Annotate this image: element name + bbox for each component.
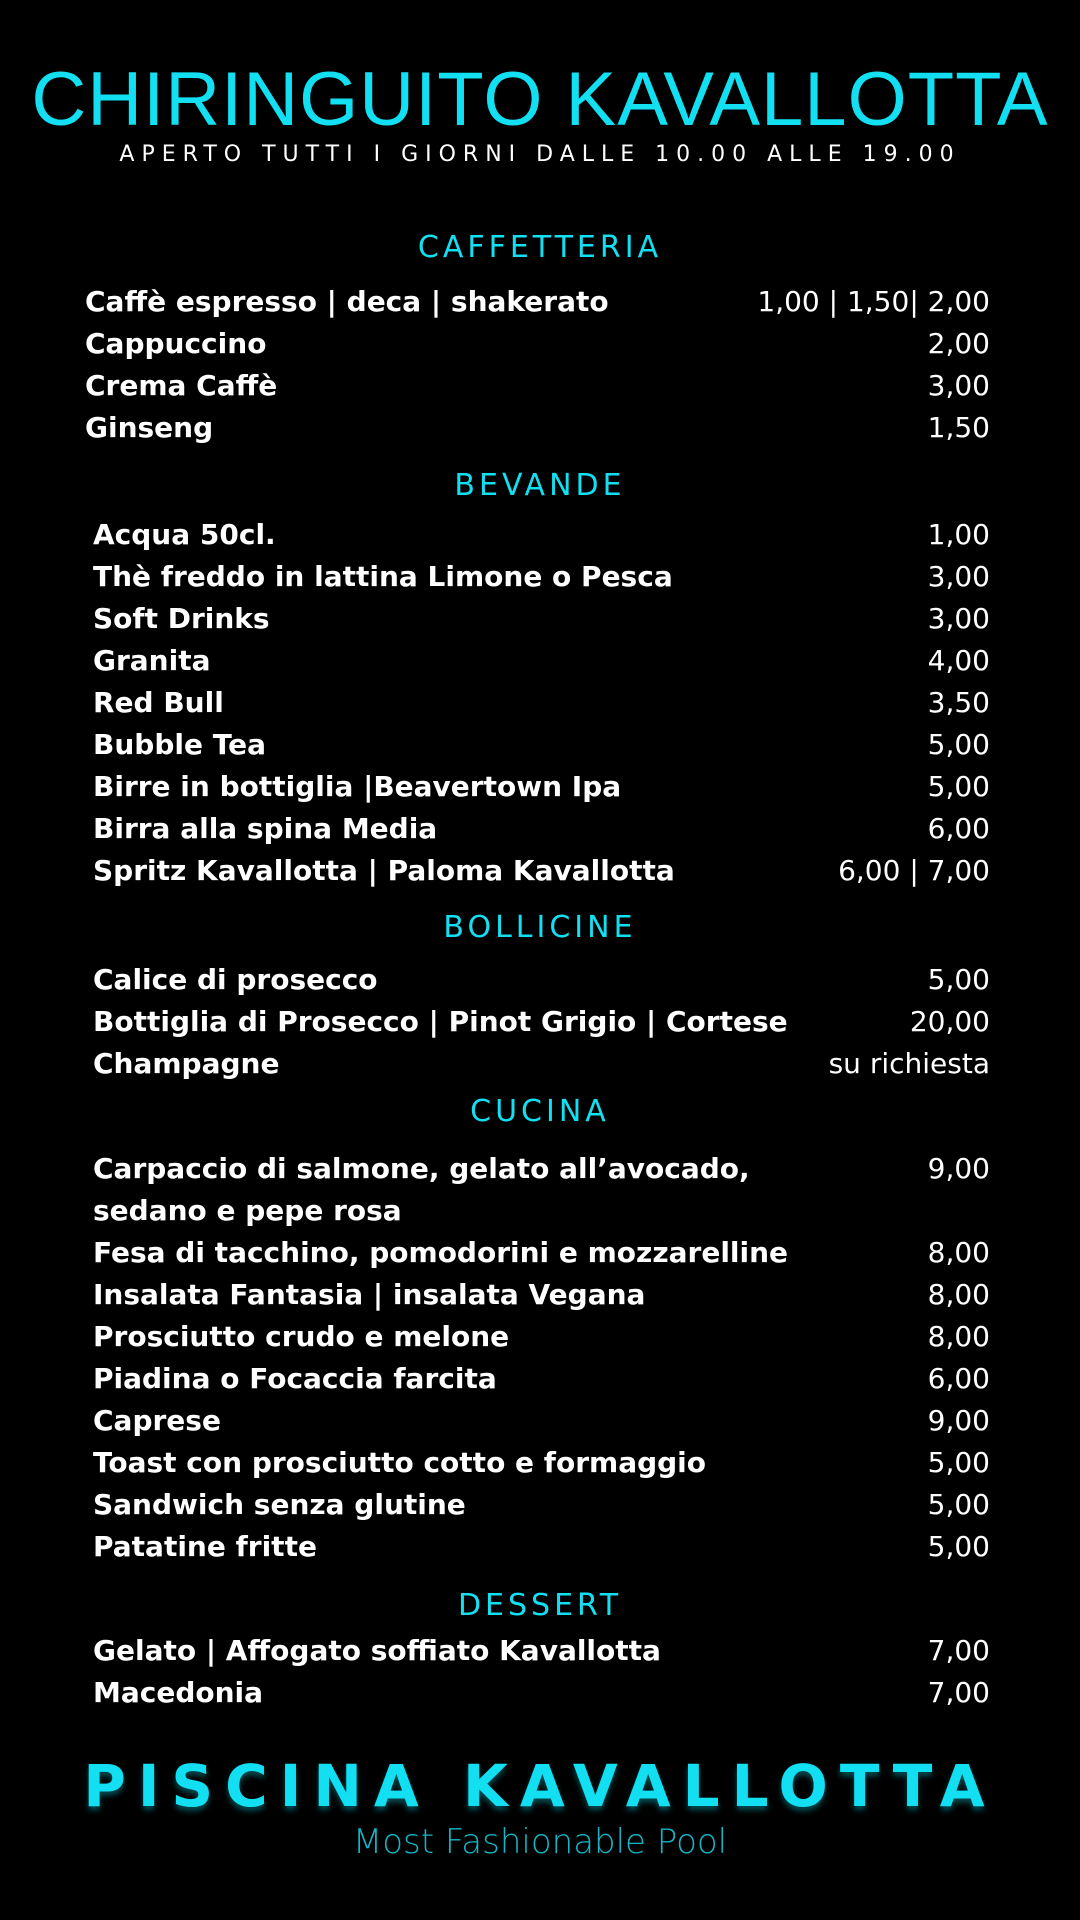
section-title-bevande: BEVANDE: [454, 468, 626, 503]
item-name: Piadina o Focaccia farcita: [93, 1362, 497, 1395]
item-price: 8,00: [927, 1236, 990, 1269]
item-price: 3,00: [927, 560, 990, 593]
list-item: [0, 1484, 1080, 1526]
list-item: [0, 407, 1080, 449]
item-name: Toast con prosciutto cotto e formaggio: [93, 1446, 707, 1479]
item-name: Bottiglia di Prosecco | Pinot Grigio | Cortese: [93, 1005, 788, 1038]
item-name: Insalata Fantasia | insalata Vegana: [93, 1278, 646, 1311]
list-item: [0, 1148, 1080, 1232]
item-price: 6,00: [927, 1362, 990, 1395]
item-price: 5,00: [927, 1446, 990, 1479]
cucina-list: [0, 1148, 1080, 1568]
caffetteria-list: [0, 281, 1080, 449]
item-name: Fesa di tacchino, pomodorini e mozzarelline: [93, 1236, 789, 1269]
item-price: 9,00: [927, 1152, 990, 1185]
list-item: [0, 959, 1080, 1001]
item-price: 6,00: [927, 812, 990, 845]
item-name: Macedonia: [93, 1676, 264, 1709]
item-name: Caffè espresso | deca | shakerato: [85, 285, 609, 318]
item-price: 7,00: [927, 1634, 990, 1667]
list-item: [0, 1043, 1080, 1085]
list-item: [0, 1672, 1080, 1714]
item-name: Birra alla spina Media: [93, 812, 438, 845]
item-name: Crema Caffè: [85, 369, 278, 402]
section-title-cucina: CUCINA: [470, 1094, 610, 1129]
section-title-caffetteria: CAFFETTERIA: [417, 230, 663, 265]
section-title-dessert: DESSERT: [457, 1588, 623, 1623]
item-price: 6,00 | 7,00: [838, 854, 990, 887]
item-name: Sandwich senza glutine: [93, 1488, 466, 1521]
list-item: [0, 1274, 1080, 1316]
item-name: Calice di prosecco: [93, 963, 378, 996]
item-price: 8,00: [927, 1320, 990, 1353]
list-item: [0, 598, 1080, 640]
item-price: 5,00: [927, 963, 990, 996]
list-item: [0, 1442, 1080, 1484]
list-item: [0, 1358, 1080, 1400]
list-item: [0, 281, 1080, 323]
list-item: [0, 724, 1080, 766]
item-price: 5,00: [927, 728, 990, 761]
section-title-bollicine: BOLLICINE: [443, 910, 637, 945]
item-price: 5,00: [927, 1488, 990, 1521]
item-price: 3,00: [927, 369, 990, 402]
item-name: Birre in bottiglia |Beavertown Ipa: [93, 770, 622, 803]
item-name: Red Bull: [93, 686, 224, 719]
list-item: [0, 808, 1080, 850]
list-item: [0, 1630, 1080, 1672]
list-item: [0, 1526, 1080, 1568]
item-price: 2,00: [927, 327, 990, 360]
item-price: 8,00: [927, 1278, 990, 1311]
item-name: Patatine fritte: [93, 1530, 317, 1563]
item-price: 3,00: [927, 602, 990, 635]
item-name: Gelato | Affogato soffiato Kavallotta: [93, 1634, 661, 1667]
item-name: Acqua 50cl.: [93, 518, 276, 551]
list-item: [0, 365, 1080, 407]
list-item: [0, 766, 1080, 808]
item-name: Thè freddo in lattina Limone o Pesca: [93, 560, 673, 593]
list-item: [0, 1001, 1080, 1043]
item-name: Carpaccio di salmone, gelato all’avocado, sedano e pepe rosa: [93, 1152, 750, 1227]
dessert-list: [0, 1630, 1080, 1714]
item-name: Champagne: [93, 1047, 280, 1080]
item-name: Prosciutto crudo e melone: [93, 1320, 510, 1353]
list-item: [0, 850, 1080, 892]
footer-brand: PISCINA KAVALLOTTA: [83, 1752, 997, 1820]
footer-tagline: Most Fashionable Pool: [352, 1822, 728, 1862]
list-item: [0, 514, 1080, 556]
opening-hours: APERTO TUTTI I GIORNI DALLE 10.00 ALLE 19.00: [119, 142, 961, 167]
list-item: [0, 1316, 1080, 1358]
page-title: CHIRINGUITO KAVALLOTTA: [31, 57, 1049, 142]
item-price: 1,50: [927, 411, 990, 444]
list-item: [0, 323, 1080, 365]
item-price: 3,50: [927, 686, 990, 719]
list-item: [0, 1232, 1080, 1274]
item-price: 1,00: [927, 518, 990, 551]
item-price: 5,00: [927, 1530, 990, 1563]
item-name: Cappuccino: [85, 327, 267, 360]
item-name: Bubble Tea: [93, 728, 266, 761]
list-item: [0, 682, 1080, 724]
item-price: su richiesta: [828, 1047, 990, 1080]
list-item: [0, 640, 1080, 682]
item-name: Caprese: [93, 1404, 221, 1437]
item-name: Ginseng: [85, 411, 214, 444]
item-name: Granita: [93, 644, 211, 677]
item-price: 9,00: [927, 1404, 990, 1437]
list-item: [0, 1400, 1080, 1442]
item-price: 1,00 | 1,50| 2,00: [757, 285, 990, 318]
bollicine-list: [0, 959, 1080, 1085]
item-name: Soft Drinks: [93, 602, 270, 635]
item-price: 4,00: [927, 644, 990, 677]
item-price: 5,00: [927, 770, 990, 803]
item-name: Spritz Kavallotta | Paloma Kavallotta: [93, 854, 675, 887]
item-price: 7,00: [927, 1676, 990, 1709]
bevande-list: [0, 514, 1080, 892]
item-price: 20,00: [909, 1005, 990, 1038]
list-item: [0, 556, 1080, 598]
